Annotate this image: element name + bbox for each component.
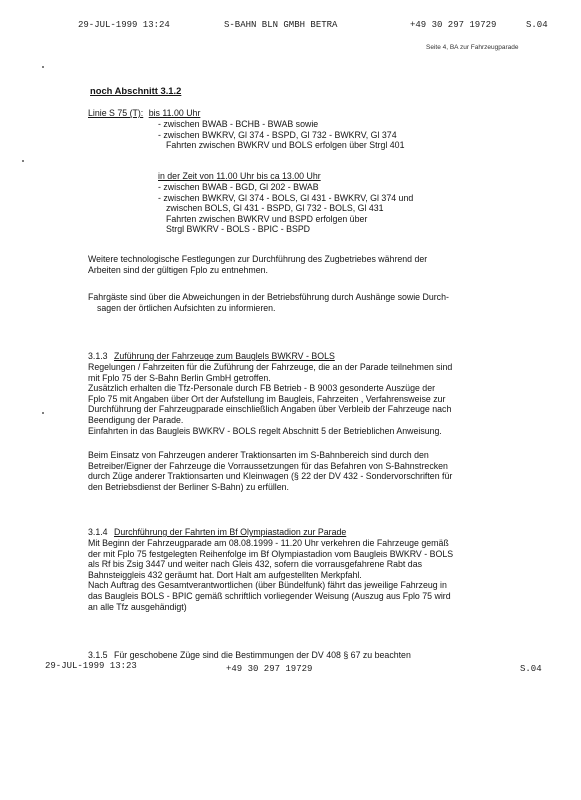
page-reference: Seite 4, BA zur Fahrzeugparade <box>426 44 519 51</box>
section-313-line: Durchführung der Fahrzeugparade einschließlich Angaben über Verbleib der Fahrzeuge nach <box>88 404 452 415</box>
section-314-line: Bahnsteiggleis 432 geräumt hat. Dort Halt am aufgestellten Merkpfahl. <box>88 569 362 580</box>
fax-header-sender: S-BAHN BLN GMBH BETRA <box>224 20 338 30</box>
paragraph-technology <box>88 254 427 275</box>
fax-footer-page: S.04 <box>520 664 542 674</box>
section-313-title: Zuführung der Fahrzeuge zum Bauglels BWKRV - BOLS <box>114 351 335 361</box>
section-314-body <box>88 538 453 612</box>
section-315-number: 3.1.5 <box>88 650 108 660</box>
section-313-number: 3.1.3 <box>88 351 108 361</box>
linie-block2-line: - zwischen BWAB - BGD, Gl 202 - BWAB <box>158 182 319 192</box>
section-313-line: Betreiber/Eigner der Fahrzeuge die Vorraussetzungen für das Befahren von S-Bahnstrecken <box>88 460 448 471</box>
linie-label <box>88 108 200 119</box>
section-313-line: Fplo 75 mit Angaben über Ort der Aufstellung im Baugleis, Fahrzeiten , Verfahrensweise zur <box>88 393 446 404</box>
fax-header-page: S.04 <box>526 20 548 30</box>
section-313-line: Zusätzlich erhalten die Tfz-Personale durch FB Betrieb - B 9003 gesonderte Auszüge der <box>88 383 436 394</box>
section-314-heading <box>88 527 346 538</box>
section-313-line: den Betriebsdienst der Berliner S-Bahn) zu erfüllen. <box>88 481 289 492</box>
section-313-line: Regelungen / Fahrzeiten für die Zuführung der Fahrzeuge, die an der Parade teilnehmen sind <box>88 362 453 372</box>
linie-label-text: Linie S 75 (T): <box>88 108 144 118</box>
paragraph-line: sagen der örtlichen Aufsichten zu informieren. <box>97 302 276 313</box>
section-313-body-2 <box>88 450 452 492</box>
scan-speck <box>42 66 44 68</box>
paragraph-line: Weitere technologische Festlegungen zur Durchführung des Zugbetriebes während der <box>88 254 428 264</box>
section-heading: noch Abschnitt 3.1.2 <box>90 85 182 96</box>
section-314-number: 3.1.4 <box>88 527 108 537</box>
section-313-line: durch Züge anderer Traktionsarten und Kleinwagen (§ 22 der DV 432 - Sondervorschriften für <box>88 471 453 482</box>
linie-block2 <box>158 182 413 235</box>
section-314-line: Nach Auftrag des Gesamtverantwortlichen (über Bündelfunk) fährt das jeweilige Fahrzeug in <box>88 580 447 591</box>
linie-time-2-prefix: in der Zeit von <box>158 171 217 181</box>
section-314-line: der mit Fplo 75 festgelegten Reihenfolge im Bf Olympiastadion vom Baugleis BWKRV - BOLS <box>88 548 454 559</box>
section-314-line: als Rf bis Zsig 3447 und weiter nach Gleis 432, sofern die vorrausgefahrene Rabt das <box>88 559 422 570</box>
linie-block2-line: Strgl BWKRV - BOLS - BPIC - BSPD <box>166 224 311 235</box>
section-315-text: Für geschobene Züge sind die Bestimmungen der DV 408 § 67 zu beachten <box>114 650 411 660</box>
fax-header-phone: +49 30 297 19729 <box>410 20 497 30</box>
paragraph-passengers <box>88 292 449 313</box>
linie-time-2 <box>158 171 321 182</box>
section-313-line: Beim Einsatz von Fahrzeugen anderer Traktionsarten im S-Bahnbereich sind durch den <box>88 450 429 460</box>
linie-block1 <box>158 119 404 151</box>
fax-footer-datetime: 29-JUL-1999 13:23 <box>45 661 137 671</box>
linie-block1-line: - zwischen BWKRV, Gl 374 - BSPD, Gl 732 - BWKRV, Gl 374 <box>158 129 397 140</box>
fax-footer-phone: +49 30 297 19729 <box>226 664 313 674</box>
linie-block1-line: - zwischen BWAB - BCHB - BWAB sowie <box>158 119 319 129</box>
fax-header-datetime: 29-JUL-1999 13:24 <box>78 20 170 30</box>
section-314-line: an alle Tfz ausgehändigt) <box>88 601 187 612</box>
section-314-line: Mit Beginn der Fahrzeugparade am 08.08.1999 - 11.20 Uhr verkehren die Fahrzeuge gemäß <box>88 538 449 548</box>
scan-speck <box>42 412 44 414</box>
section-313-line: Einfahrten in das Baugleis BWKRV - BOLS regelt Abschnitt 5 der Betrieblichen Anweisung. <box>88 425 442 436</box>
section-314-line: das Baugleis BOLS - BPIC gemäß schriftlich vorliegender Weisung (Auszug aus Fplo 75 wird <box>88 590 451 601</box>
section-313-body <box>88 362 452 436</box>
linie-time-2-range: 11.00 Uhr bis ca 13.00 Uhr <box>216 171 321 181</box>
section-313-line: Beendigung der Parade. <box>88 414 184 425</box>
section-314-title: Durchführung der Fahrten im Bf Olympiastadion zur Parade <box>114 527 347 537</box>
linie-block2-line: zwischen BOLS, Gl 431 - BSPD, Gl 732 - BOLS, Gl 431 <box>166 203 384 214</box>
section-315 <box>88 650 411 661</box>
paragraph-line: Arbeiten sind der gültigen Fplo zu entnehmen. <box>88 264 268 275</box>
linie-block1-line: Fahrten zwischen BWKRV und BOLS erfolgen über Strgl 401 <box>166 140 405 151</box>
section-313-line: mit Fplo 75 der S-Bahn Berlin GmbH getroffen. <box>88 372 271 383</box>
scan-speck <box>22 160 24 162</box>
linie-time-1: bis 11.00 Uhr <box>148 108 201 118</box>
section-313-heading <box>88 351 335 362</box>
linie-block2-line: - zwischen BWKRV, Gl 374 - BOLS, Gl 431 - BWKRV, Gl 374 und <box>158 192 414 203</box>
paragraph-line: Fahrgäste sind über die Abweichungen in der Betriebsführung durch Aushänge sowie Durch- <box>88 292 449 302</box>
linie-block2-line: Fahrten zwischen BWKRV und BSPD erfolgen über <box>166 213 368 224</box>
